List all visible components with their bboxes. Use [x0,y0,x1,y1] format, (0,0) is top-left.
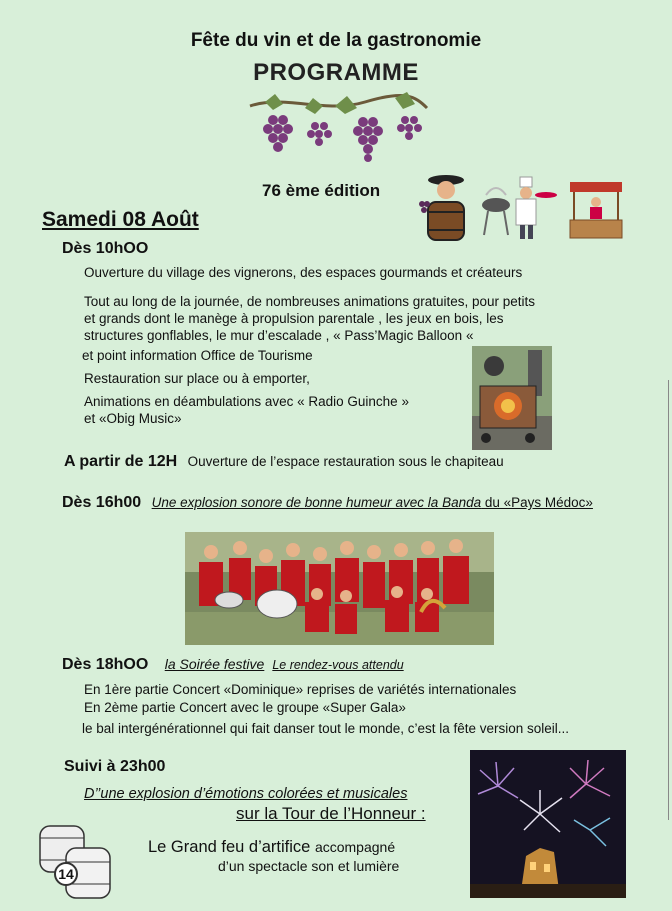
time-23h: Suivi à 23h00 [64,758,166,775]
time-12h: A partir de 12H [64,453,178,470]
time-16h-row [62,494,593,512]
text-banda-italic: Une explosion sonore de bonne humeur avec la Banda [151,495,482,510]
edition-label: 76 ème édition [262,181,381,200]
text-banda-normal: du «Pays Médoc» [481,495,593,510]
page-edge-line [668,380,669,820]
fireworks-accompanied: accompagné [314,839,396,855]
text-banda [152,495,593,510]
text-fireworks [148,838,395,857]
time-18h: Dès 18hOO [62,656,149,673]
market-stall-illustration [568,180,624,240]
text-animations-3: structures gonflables, le mur d’escalade , « Pass’Magic Balloon « [84,328,474,343]
program-heading: PROGRAMME [253,59,419,86]
text-sound-light: d’un spectacle son et lumière [218,858,400,874]
text-tour-honneur: sur la Tour de l’Honneur : [236,804,426,823]
banda-group-photo [185,532,494,645]
text-restaurant-opening: Ouverture de l’espace restauration sous le chapiteau [187,454,504,469]
text-opening-village: Ouverture du village des vignerons, des espaces gourmands et créateurs [84,265,523,280]
text-ball: le bal intergénérationnel qui fait danser tout le monde, c’est la fête version soleil... [82,721,570,736]
barrels-illustration [36,824,118,902]
grapes-illustration [245,92,430,172]
festive-subtitle: Le rendez-vous attendu [272,658,404,672]
time-18h-row [62,656,404,674]
radio-guinche-photo [472,346,552,450]
time-16h: Dès 16h00 [62,494,142,511]
text-strolling-1: Animations en déambulations avec « Radio Guinche » [84,394,409,409]
text-concert-2: En 2ème partie Concert avec le groupe «Super Gala» [84,700,406,715]
winemaker-barrel-illustration [414,168,472,242]
chef-barbecue-illustration [478,175,558,241]
time-12h-row [64,453,504,471]
time-10h: Dès 10hOO [62,240,149,257]
text-tourism-office: et point information Office de Tourisme [82,348,313,363]
text-animations-2: et grands dont le manège à propulsion parentale , les jeux en bois, les [84,311,504,326]
text-explosion-emotions: D’’une explosion d’émotions colorées et musicales [84,786,408,802]
text-food-service: Restauration sur place ou à emporter, [84,371,310,386]
text-festive-evening [165,656,404,672]
event-title: Fête du vin et de la gastronomie [190,30,482,51]
fireworks-main: Le Grand feu d’artifice [148,838,315,856]
festive-title: la Soirée festive [164,656,265,672]
day-heading: Samedi 08 Août [42,208,199,231]
fireworks-tower-photo [470,750,626,898]
text-animations-1: Tout au long de la journée, de nombreuses animations gratuites, pour petits [84,294,536,309]
text-strolling-2: et «Obig Music» [84,411,182,426]
text-concert-1: En 1ère partie Concert «Dominique» reprises de variétés internationales [84,682,517,697]
page-number: 14 [58,866,74,882]
